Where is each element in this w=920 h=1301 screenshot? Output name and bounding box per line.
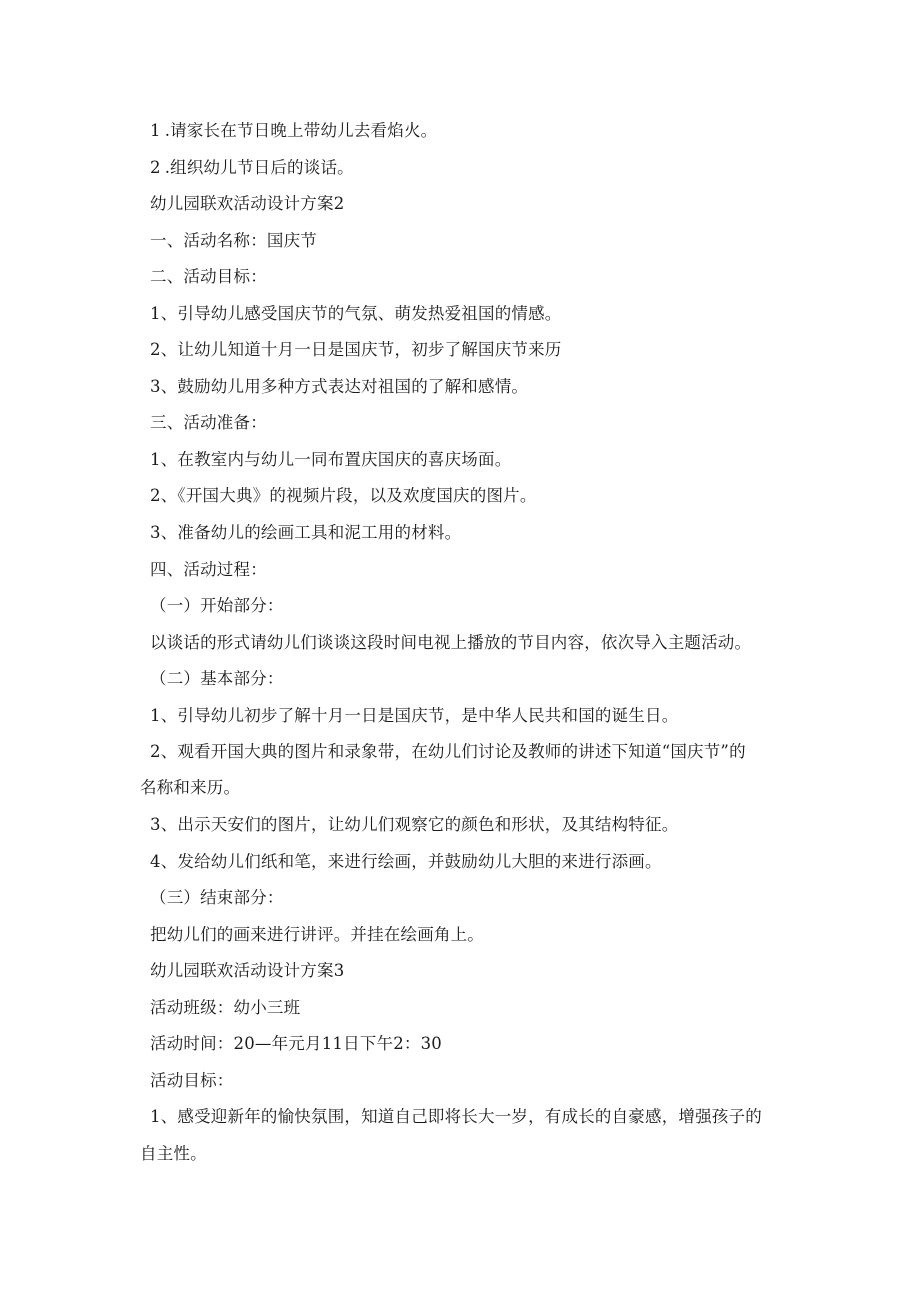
paragraph: （三）结束部分： — [150, 888, 284, 907]
list-number: 2 — [150, 158, 161, 177]
paragraph: 把幼儿们的画来进行讲评。并挂在绘画角上。 — [150, 925, 484, 944]
paragraph: （二）基本部分： — [150, 669, 284, 688]
paragraph: 活动班级：幼小三班 — [150, 998, 301, 1017]
section-heading: 幼儿园联欢活动设计方案3 — [150, 961, 345, 980]
paragraph: 4、发给幼儿们纸和笔，来进行绘画，并鼓励幼儿大胆的来进行添画。 — [150, 852, 662, 871]
paragraph: 2、观看开国大典的图片和录象带，在幼儿们讨论及教师的讲述下知道“国庆节”的 — [150, 742, 746, 761]
paragraph: 活动目标： — [150, 1071, 234, 1090]
section-heading: 幼儿园联欢活动设计方案2 — [150, 194, 345, 213]
paragraph: 2、《开国大典》的视频片段，以及欢度国庆的图片。 — [150, 486, 537, 505]
paragraph: 3、准备幼儿的绘画工具和泥工用的材料。 — [150, 523, 462, 542]
paragraph: 1、感受迎新年的愉快氛围，知道自己即将长大一岁，有成长的自豪感，增强孩子的 — [150, 1107, 762, 1126]
paragraph: 1、引导幼儿初步了解十月一日是国庆节，是中华人民共和国的诞生日。 — [150, 706, 679, 725]
list-item — [150, 119, 437, 143]
paragraph: 以谈话的形式请幼儿们谈谈这段时间电视上播放的节目内容，依次导入主题活动。 — [150, 633, 752, 652]
paragraph: 名称和来历。 — [140, 778, 241, 797]
paragraph: 3、鼓励幼儿用多种方式表达对祖国的了解和感情。 — [150, 377, 529, 396]
paragraph: 1、在教室内与幼儿一同布置庆国庆的喜庆场面。 — [150, 450, 512, 469]
paragraph: 二、活动目标： — [150, 267, 267, 286]
paragraph: 1、引导幼儿感受国庆节的气氛、萌发热爱祖国的情感。 — [150, 304, 562, 323]
list-number: 1 — [150, 121, 161, 140]
paragraph: 2、让幼儿知道十月一日是国庆节，初步了解国庆节来历 — [150, 340, 562, 359]
paragraph: 四、活动过程： — [150, 560, 267, 579]
paragraph: 3、出示天安们的图片，让幼儿们观察它的颜色和形状，及其结构特征。 — [150, 815, 679, 834]
paragraph: 一、活动名称：国庆节 — [150, 231, 317, 250]
paragraph: 自主性。 — [140, 1144, 207, 1163]
list-item-text: .请家长在节日晚上带幼儿去看焰火。 — [164, 121, 438, 140]
paragraph: 三、活动准备： — [150, 413, 267, 432]
paragraph: （一）开始部分： — [150, 596, 284, 615]
paragraph: 活动时间：20—年元月11日下午2：30 — [150, 1034, 442, 1053]
list-item — [150, 156, 354, 180]
list-item-text: .组织幼儿节日后的谈话。 — [164, 158, 354, 177]
